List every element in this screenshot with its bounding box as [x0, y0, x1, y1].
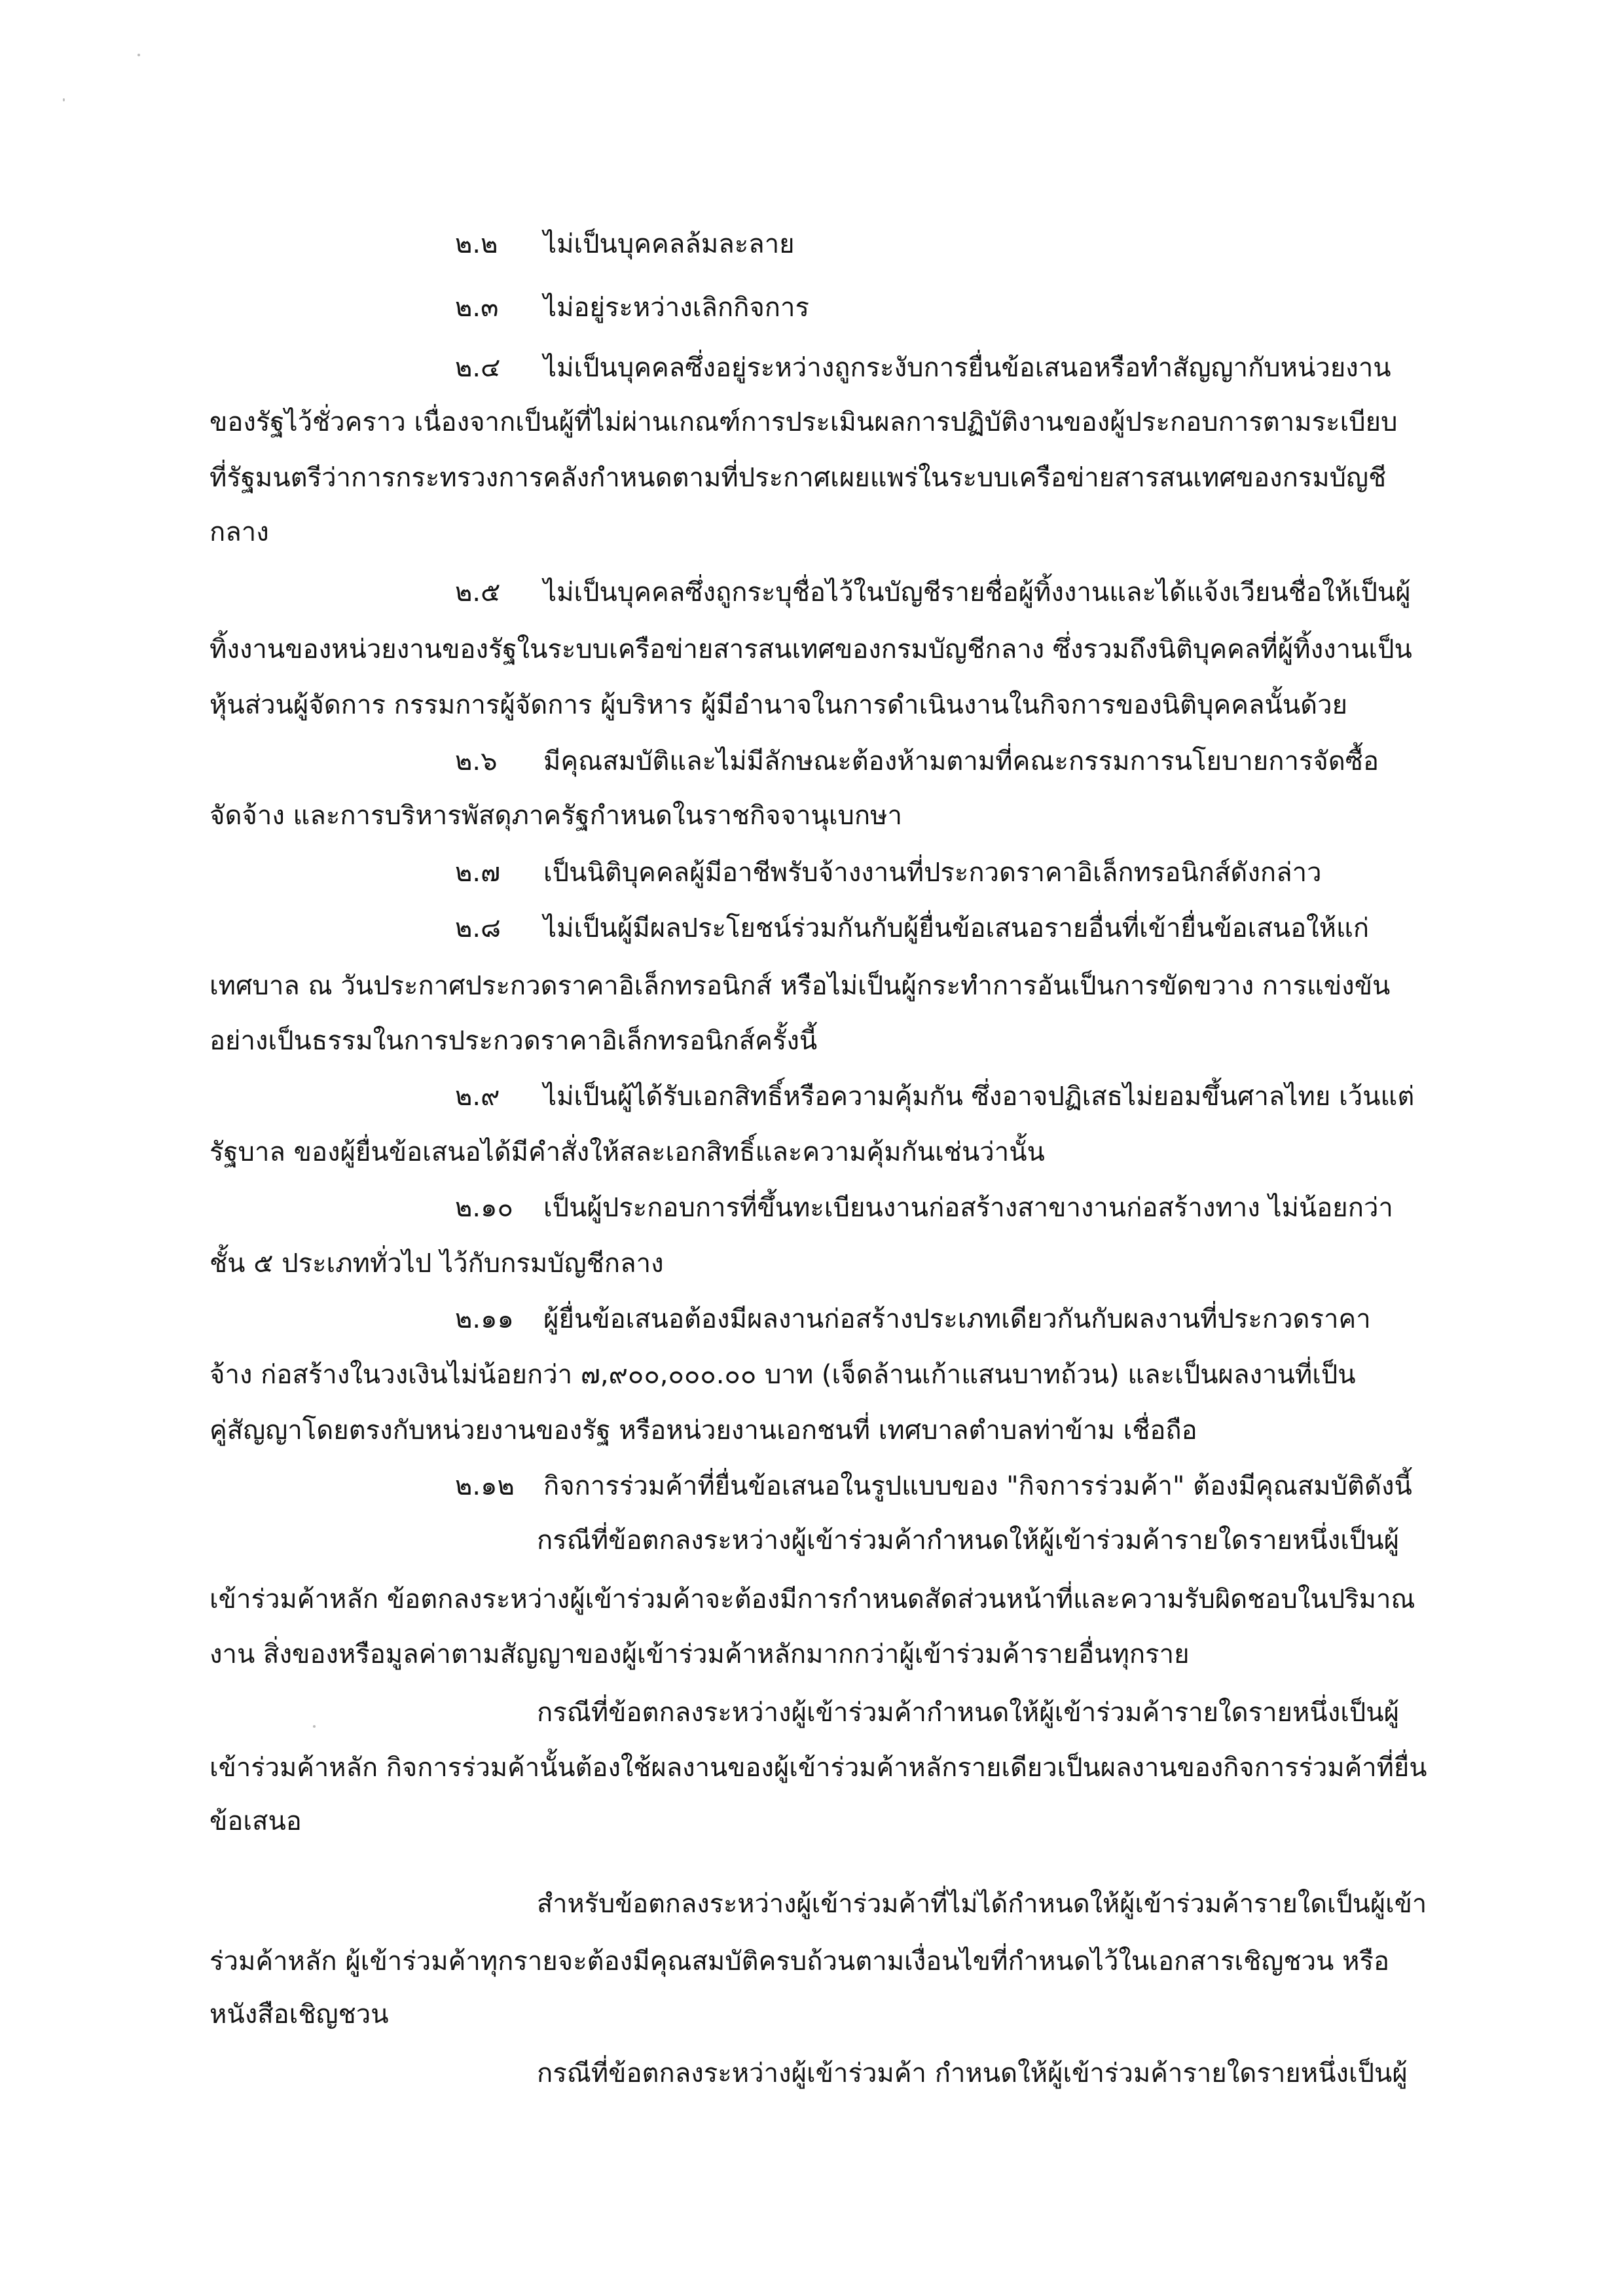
item-text: ไม่เป็นบุคคลซึ่งถูกระบุชื่อไว้ในบัญชีรายชื่อผู้ทิ้งงานและได้แจ้งเวียนชื่อให้เป็นผู้ [543, 577, 1411, 608]
item-2-7 [455, 853, 1322, 892]
item-continuation: ทิ้งงานของหน่วยงานของรัฐในระบบเครือข่ายสารสนเทศของกรมบัญชีกลาง ซึ่งรวมถึงนิติบุคคลที่ผู้ทิ้งงานเป็น [210, 634, 1412, 665]
item-2-4 [455, 348, 1391, 388]
paragraph-continuation: ข้อเสนอ [210, 1806, 302, 1836]
item-text: กิจการร่วมค้าที่ยื่นข้อเสนอในรูปแบบของ "กิจการร่วมค้า" ต้องมีคุณสมบัติดังนี้ [543, 1471, 1412, 1501]
item-continuation: ชั้น ๕ ประเภททั่วไป ไว้กับกรมบัญชีกลาง [210, 1248, 664, 1279]
paragraph-first-line: สำหรับข้อตกลงระหว่างผู้เข้าร่วมค้าที่ไม่ได้กำหนดให้ผู้เข้าร่วมค้ารายใดเป็นผู้เข้า [537, 1889, 1427, 1919]
item-continuation: ที่รัฐมนตรีว่าการกระทรวงการคลังกำหนดตามที่ประกาศเผยแพร่ในระบบเครือข่ายสารสนเทศของกรมบัญชี [210, 463, 1387, 493]
paragraph-continuation: หนังสือเชิญชวน [210, 1999, 389, 2030]
item-text: ไม่เป็นบุคคลล้มละลาย [543, 229, 795, 259]
item-continuation: เทศบาล ณ วันประกาศประกวดราคาอิเล็กทรอนิกส์ หรือไม่เป็นผู้กระทำการอันเป็นการขัดขวาง การแข่งขัน [210, 971, 1391, 1001]
item-2-3 [455, 288, 809, 327]
item-continuation: ของรัฐไว้ชั่วคราว เนื่องจากเป็นผู้ที่ไม่ผ่านเกณฑ์การประเมินผลการปฏิบัติงานของผู้ประกอบการตามระเบียบ [210, 407, 1398, 437]
item-2-2 [455, 225, 795, 264]
item-continuation: คู่สัญญาโดยตรงกับหน่วยงานของรัฐ หรือหน่วยงานเอกชนที่ เทศบาลตำบลท่าข้าม เชื่อถือ [210, 1415, 1197, 1446]
scan-speck [313, 1725, 316, 1728]
item-number: ๒.๑๑ [455, 1304, 514, 1334]
item-text: ไม่เป็นผู้ได้รับเอกสิทธิ์หรือความคุ้มกัน ซึ่งอาจปฏิเสธไม่ยอมขึ้นศาลไทย เว้นแต่ [543, 1082, 1415, 1112]
item-continuation: หุ้นส่วนผู้จัดการ กรรมการผู้จัดการ ผู้บริหาร ผู้มีอำนาจในการดำเนินงานในกิจการของนิติบุคคลนั้นด้วย [210, 690, 1348, 720]
scan-speck [137, 54, 140, 56]
scan-speck [63, 98, 65, 101]
item-2-11 [455, 1300, 1371, 1339]
item-number: ๒.๖ [455, 746, 498, 776]
item-2-9 [455, 1077, 1414, 1116]
item-2-8 [455, 909, 1369, 948]
item-2-6 [455, 742, 1379, 781]
item-continuation: จ้าง ก่อสร้างในวงเงินไม่น้อยกว่า ๗,๙๐๐,๐๐๐.๐๐ บาท (เจ็ดล้านเก้าแสนบาทถ้วน) และเป็นผลงานที่เป็น [210, 1360, 1356, 1390]
item-text: เป็นผู้ประกอบการที่ขึ้นทะเบียนงานก่อสร้างสาขางานก่อสร้างทาง ไม่น้อยกว่า [543, 1193, 1393, 1223]
item-continuation: จัดจ้าง และการบริหารพัสดุภาครัฐกำหนดในราชกิจจานุเบกษา [210, 801, 902, 831]
item-number: ๒.๘ [455, 913, 501, 943]
paragraph-continuation: งาน สิ่งของหรือมูลค่าตามสัญญาของผู้เข้าร่วมค้าหลักมากกว่าผู้เข้าร่วมค้ารายอื่นทุกราย [210, 1639, 1190, 1669]
item-continuation: กลาง [210, 517, 269, 547]
item-2-12 [455, 1467, 1412, 1506]
item-text: เป็นนิติบุคคลผู้มีอาชีพรับจ้างงานที่ประกวดราคาอิเล็กทรอนิกส์ดังกล่าว [543, 858, 1322, 888]
item-text: มีคุณสมบัติและไม่มีลักษณะต้องห้ามตามที่คณะกรรมการนโยบายการจัดซื้อ [543, 746, 1379, 776]
item-continuation: อย่างเป็นธรรมในการประกวดราคาอิเล็กทรอนิกส์ครั้งนี้ [210, 1026, 818, 1056]
item-number: ๒.๙ [455, 1082, 500, 1112]
paragraph-first-line: กรณีที่ข้อตกลงระหว่างผู้เข้าร่วมค้ากำหนดให้ผู้เข้าร่วมค้ารายใดรายหนึ่งเป็นผู้ [537, 1525, 1400, 1556]
item-number: ๒.๓ [455, 293, 499, 323]
paragraph-continuation: ร่วมค้าหลัก ผู้เข้าร่วมค้าทุกรายจะต้องมีคุณสมบัติครบถ้วนตามเงื่อนไขที่กำหนดไว้ในเอกสารเชิญชวน หรือ [210, 1946, 1389, 1977]
item-2-10 [455, 1188, 1393, 1228]
item-text: ไม่อยู่ระหว่างเลิกกิจการ [543, 293, 809, 323]
item-text: ไม่เป็นบุคคลซึ่งอยู่ระหว่างถูกระงับการยื่นข้อเสนอหรือทำสัญญากับหน่วยงาน [543, 353, 1391, 383]
item-text: ผู้ยื่นข้อเสนอต้องมีผลงานก่อสร้างประเภทเดียวกันกับผลงานที่ประกวดราคา [543, 1304, 1371, 1334]
paragraph-first-line: กรณีที่ข้อตกลงระหว่างผู้เข้าร่วมค้ากำหนดให้ผู้เข้าร่วมค้ารายใดรายหนึ่งเป็นผู้ [537, 1698, 1400, 1728]
item-number: ๒.๔ [455, 353, 501, 383]
paragraph-continuation: เข้าร่วมค้าหลัก ข้อตกลงระหว่างผู้เข้าร่วมค้าจะต้องมีการกำหนดสัดส่วนหน้าที่และความรับผิดชอบในปริมาณ [210, 1584, 1415, 1614]
item-number: ๒.๑๒ [455, 1471, 515, 1501]
item-number: ๒.๕ [455, 577, 501, 608]
item-2-5 [455, 573, 1411, 612]
item-number: ๒.๒ [455, 229, 498, 259]
item-number: ๒.๗ [455, 858, 501, 888]
item-continuation: รัฐบาล ของผู้ยื่นข้อเสนอได้มีคำสั่งให้สละเอกสิทธิ์และความคุ้มกันเช่นว่านั้น [210, 1137, 1045, 1167]
item-number: ๒.๑๐ [455, 1193, 513, 1223]
item-text: ไม่เป็นผู้มีผลประโยชน์ร่วมกันกับผู้ยื่นข้อเสนอรายอื่นที่เข้ายื่นข้อเสนอให้แก่ [543, 913, 1370, 943]
paragraph-first-line: กรณีที่ข้อตกลงระหว่างผู้เข้าร่วมค้า กำหนดให้ผู้เข้าร่วมค้ารายใดรายหนึ่งเป็นผู้ [537, 2058, 1408, 2088]
paragraph-continuation: เข้าร่วมค้าหลัก กิจการร่วมค้านั้นต้องใช้ผลงานของผู้เข้าร่วมค้าหลักรายเดียวเป็นผลงานของกิจการร่วมค้าที่ยื่น [210, 1753, 1427, 1783]
